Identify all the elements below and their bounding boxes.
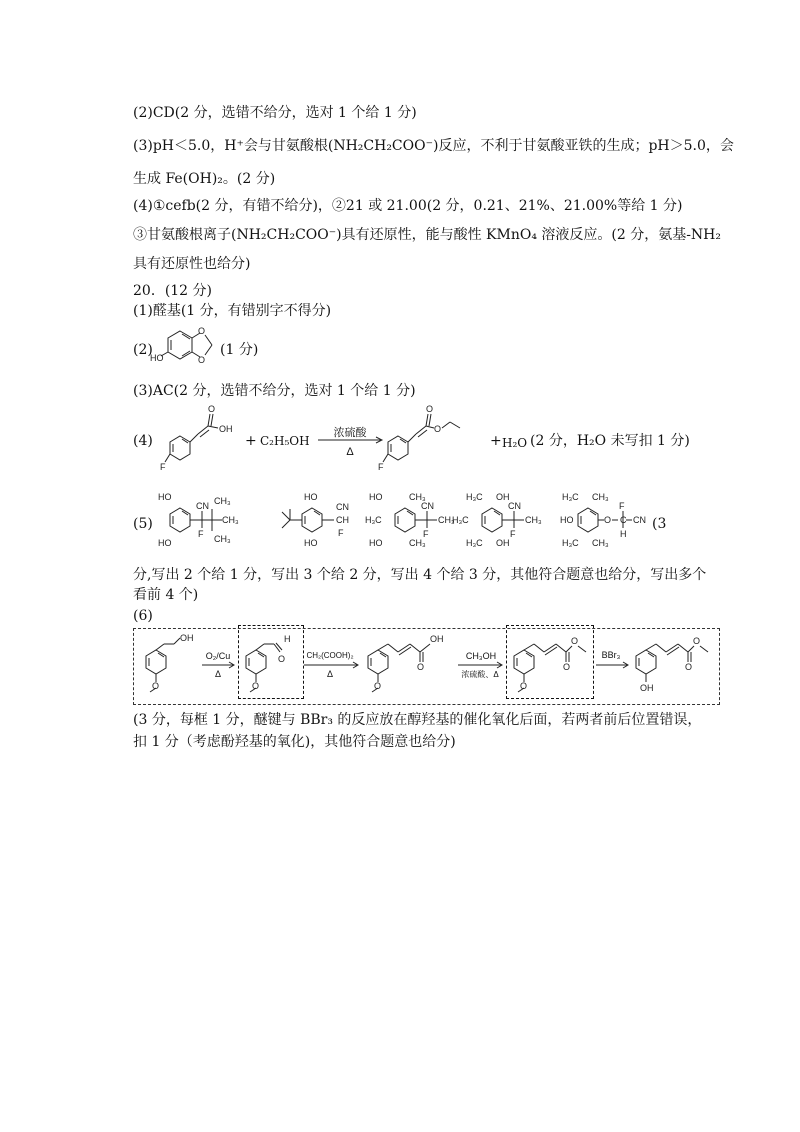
atom-oh: OH	[180, 633, 194, 643]
answer-2: (2)CD(2 分，选错不给分，选对 1 个给 1 分)	[133, 105, 417, 121]
answer-20-5-tail: (3	[652, 516, 667, 532]
atom-f: F	[198, 529, 204, 539]
atom-o: O	[563, 662, 571, 672]
atom-c: C	[620, 515, 627, 525]
atom-cn: CN	[508, 501, 521, 511]
atom-o: O	[685, 662, 693, 672]
atom-cn: CN	[336, 502, 349, 512]
atom-o: O	[198, 326, 206, 336]
atom-ch3: CH₃	[214, 496, 231, 506]
atom-ch3: CH₃	[214, 534, 231, 544]
atom-f: F	[378, 462, 384, 472]
structure-ethyl-fluorocinnamate	[378, 402, 478, 472]
answer-20-5-note-line2: 看前 4 个)	[133, 587, 199, 603]
atom-o: O	[571, 636, 579, 646]
step3-arrow	[458, 661, 504, 669]
answer-3-line1: (3)pH＜5.0，H⁺会与甘氨酸根(NH₂CH₂COO⁻)反应，不利于甘氨酸亚铁的生成；pH＞5.0，会	[133, 138, 734, 154]
atom-f: F	[619, 501, 625, 511]
answer-4-line2: ③甘氨酸根离子(NH₂CH₂COO⁻)具有还原性，能与酸性 KMnO₄ 溶液反应。(2 分，氨基-NH₂	[133, 227, 722, 243]
atom-h3c: H₃C	[466, 538, 483, 548]
atom-o: O	[417, 662, 425, 672]
atom-ho: HO	[304, 538, 318, 548]
atom-ho: HO	[158, 492, 172, 502]
atom-oh: OH	[496, 492, 510, 502]
answer-20-6-label: (6)	[133, 608, 153, 624]
atom-o: O	[152, 681, 160, 691]
step3-condition: 浓硫酸、Δ	[461, 670, 499, 679]
water: H₂O	[502, 436, 528, 450]
isomer-4	[452, 490, 552, 552]
reaction-arrow	[318, 436, 386, 444]
atom-cn: CN	[421, 501, 434, 511]
atom-ch3: CH₃	[592, 492, 609, 502]
atom-o: O	[198, 355, 206, 365]
atom-oh: OH	[496, 538, 510, 548]
atom-o: O	[693, 636, 701, 646]
step1-condition: Δ	[214, 669, 221, 679]
atom-o: O	[252, 681, 260, 691]
answer-20-5-label: (5)	[133, 516, 153, 532]
atom-ch3: CH₃	[525, 515, 542, 525]
atom-o: O	[278, 654, 286, 664]
atom-ho: HO	[560, 515, 574, 525]
answer-4-line1: (4)①cefb(2 分，有错不给分)，②21 或 21.00(2 分，0.21、21%、21.00%等给 1 分)	[133, 198, 683, 214]
plus-sign: +	[245, 433, 257, 449]
step4-reagent: BBr₃	[601, 650, 621, 660]
scheme-product-phenol	[630, 632, 718, 697]
atom-h3c: H₃C	[562, 538, 579, 548]
step2-arrow	[304, 661, 360, 669]
condition-heat: Δ	[346, 446, 354, 458]
atom-o: O	[374, 681, 382, 691]
answer-20-4-label: (4)	[133, 433, 153, 449]
plus-sign: +	[490, 433, 502, 449]
atom-ho: HO	[150, 353, 164, 363]
scheme-unsaturated-acid	[362, 632, 457, 697]
scheme-methyl-ester	[508, 632, 592, 697]
isomer-5	[548, 490, 653, 552]
atom-h: H	[284, 634, 291, 644]
scheme-aldehyde	[240, 632, 302, 697]
answer-20-6-note-line1: (3 分，每框 1 分，醚键与 BBr₃ 的反应放在醇羟基的催化氧化后面，若两者前后位置错误，	[133, 712, 702, 728]
answer-20-3: (3)AC(2 分，选错不给分，选对 1 个给 1 分)	[133, 383, 416, 399]
atom-h3c: H₃C	[466, 492, 483, 502]
atom-cn: CN	[196, 501, 209, 511]
atom-o: O	[604, 515, 612, 525]
answer-3-line2: 生成 Fe(OH)₂。(2 分)	[133, 171, 276, 187]
isomer-1	[152, 490, 247, 552]
atom-cn: CN	[633, 515, 646, 525]
atom-h3c: H₃C	[452, 515, 469, 525]
answer-20-2-label: (2)	[133, 342, 153, 358]
reagent-conc-sulfuric: 浓硫酸	[333, 427, 367, 439]
answer-20-4-score: (2 分，H₂O 未写扣 1 分)	[530, 433, 690, 449]
atom-o: O	[426, 404, 434, 414]
atom-oh: OH	[219, 424, 233, 434]
atom-f: F	[510, 529, 516, 539]
atom-ch3: CH₃	[592, 538, 609, 548]
step3-reagent: CH₃OH	[465, 651, 497, 661]
ethanol: C₂H₅OH	[260, 434, 310, 448]
isomer-2	[260, 490, 360, 552]
atom-oh: OH	[430, 634, 444, 644]
answer-20-6-note-line2: 扣 1 分（考虑酚羟基的氧化)，其他符合题意也给分)	[133, 734, 456, 750]
step4-arrow	[596, 661, 630, 669]
step1-reagent: O₂/Cu	[205, 651, 231, 661]
step2-reagent: CH₂(COOH)₂	[306, 651, 354, 660]
structure-fluorocinnamic-acid	[160, 402, 240, 472]
structure-benzodioxole-phenol	[150, 323, 220, 368]
atom-ch3: CH₃	[409, 492, 426, 502]
atom-ho: HO	[158, 538, 172, 548]
atom-ch3: CH₃	[409, 538, 426, 548]
atom-ho: HO	[369, 538, 383, 548]
answer-20-5-note-line1: 分,写出 2 个给 1 分，写出 3 个给 2 分，写出 4 个给 3 分，其他符合题意也给分，写出多个	[133, 567, 707, 583]
step1-arrow	[202, 661, 236, 669]
atom-h: H	[620, 529, 627, 539]
atom-ch: CH	[336, 515, 349, 525]
atom-oh: OH	[640, 683, 654, 693]
atom-h3c: H₃C	[365, 515, 382, 525]
atom-h3c: H₃C	[562, 492, 579, 502]
question-20-heading: 20．(12 分)	[133, 283, 213, 299]
atom-f: F	[423, 529, 429, 539]
answer-20-2-score: (1 分)	[220, 342, 259, 358]
atom-o: O	[520, 681, 528, 691]
isomer-3	[365, 490, 465, 552]
atom-o: O	[434, 424, 442, 434]
step2-condition: Δ	[326, 669, 333, 679]
scheme-start-alcohol	[136, 632, 201, 697]
atom-o: O	[208, 404, 216, 414]
atom-f: F	[160, 462, 166, 472]
atom-ho: HO	[304, 492, 318, 502]
atom-ho: HO	[369, 492, 383, 502]
answer-4-line3: 具有还原性也给分)	[133, 256, 251, 272]
atom-f: F	[338, 528, 344, 538]
atom-ch3: CH₃	[222, 515, 239, 525]
answer-20-1: (1)醛基(1 分，有错别字不得分)	[133, 303, 332, 319]
atom-ch3: CH₃	[438, 515, 455, 525]
